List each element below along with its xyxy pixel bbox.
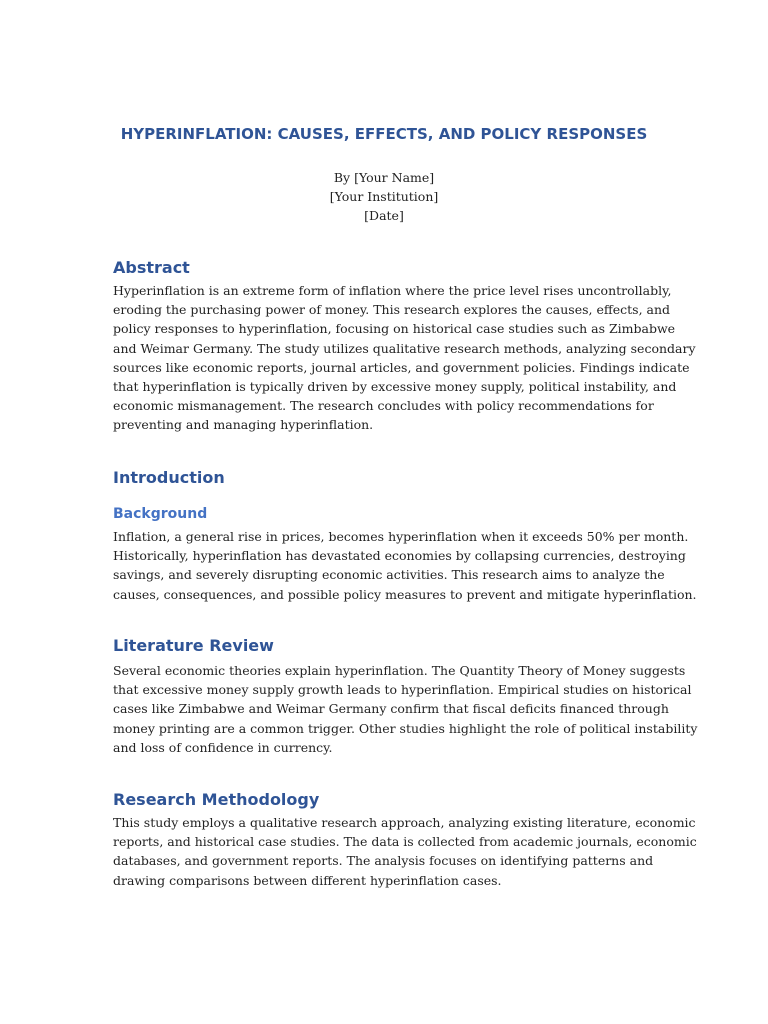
paragraph-line: and Weimar Germany. The study utilizes qualitative research methods, analyzing secondary: [113, 340, 696, 356]
paragraph-line: Several economic theories explain hyperinflation. The Quantity Theory of Money suggests: [113, 663, 686, 678]
paragraph-line: economic mismanagement. The research concludes with policy recommendations for: [113, 398, 654, 414]
paragraph-line: Hyperinflation is an extreme form of inflation where the price level rises uncontrollably,: [113, 283, 672, 298]
paragraph-line: drawing comparisons between different hyperinflation cases.: [113, 872, 502, 888]
document-title: HYPERINFLATION: CAUSES, EFFECTS, AND POLICY RESPONSES: [120, 125, 648, 143]
paragraph-line: Historically, hyperinflation has devastated economies by collapsing currencies, destroying: [113, 548, 686, 564]
literature-review-paragraph: [113, 661, 698, 757]
abstract-paragraph: [113, 281, 696, 435]
byline: [0, 168, 768, 225]
literature-review-heading: Literature Review: [113, 636, 274, 655]
paragraph-line: that excessive money supply growth leads to hyperinflation. Empirical studies on historical: [113, 682, 692, 698]
abstract-heading: Abstract: [113, 258, 190, 277]
background-heading: Background: [113, 506, 208, 522]
introduction-heading: Introduction: [113, 468, 225, 487]
background-paragraph: [113, 527, 697, 604]
byline-date: [Date]: [364, 208, 404, 223]
paragraph-line: money printing are a common trigger. Other studies highlight the role of political instability: [113, 720, 698, 736]
paragraph-line: This study employs a qualitative research approach, analyzing existing literature, economic: [113, 815, 696, 830]
paragraph-line: cases like Zimbabwe and Weimar Germany confirm that fiscal deficits financed through: [113, 701, 669, 717]
paragraph-line: policy responses to hyperinflation, focusing on historical case studies such as Zimbabwe: [113, 321, 676, 337]
paragraph-line: preventing and managing hyperinflation.: [113, 417, 374, 433]
research-methodology-heading: Research Methodology: [113, 790, 320, 809]
paragraph-line: that hyperinflation is typically driven by excessive money supply, political instability, and: [113, 379, 677, 395]
paragraph-line: databases, and government reports. The analysis focuses on identifying patterns and: [113, 853, 654, 869]
paragraph-line: reports, and historical case studies. The data is collected from academic journals, economic: [113, 834, 697, 850]
byline-institution: [Your Institution]: [329, 189, 439, 204]
byline-author: By [Your Name]: [333, 170, 435, 185]
paragraph-line: and loss of confidence in currency.: [113, 739, 333, 755]
paragraph-line: Inflation, a general rise in prices, becomes hyperinflation when it exceeds 50% per month.: [113, 529, 689, 544]
research-methodology-paragraph: [113, 813, 697, 890]
paragraph-line: savings, and severely disrupting economic activities. This research aims to analyze the: [113, 567, 665, 583]
paragraph-line: eroding the purchasing power of money. This research explores the causes, effects, and: [113, 302, 671, 318]
paragraph-line: sources like economic reports, journal articles, and government policies. Findings indicate: [113, 359, 690, 375]
paragraph-line: causes, consequences, and possible policy measures to prevent and mitigate hyperinflation.: [113, 586, 697, 602]
